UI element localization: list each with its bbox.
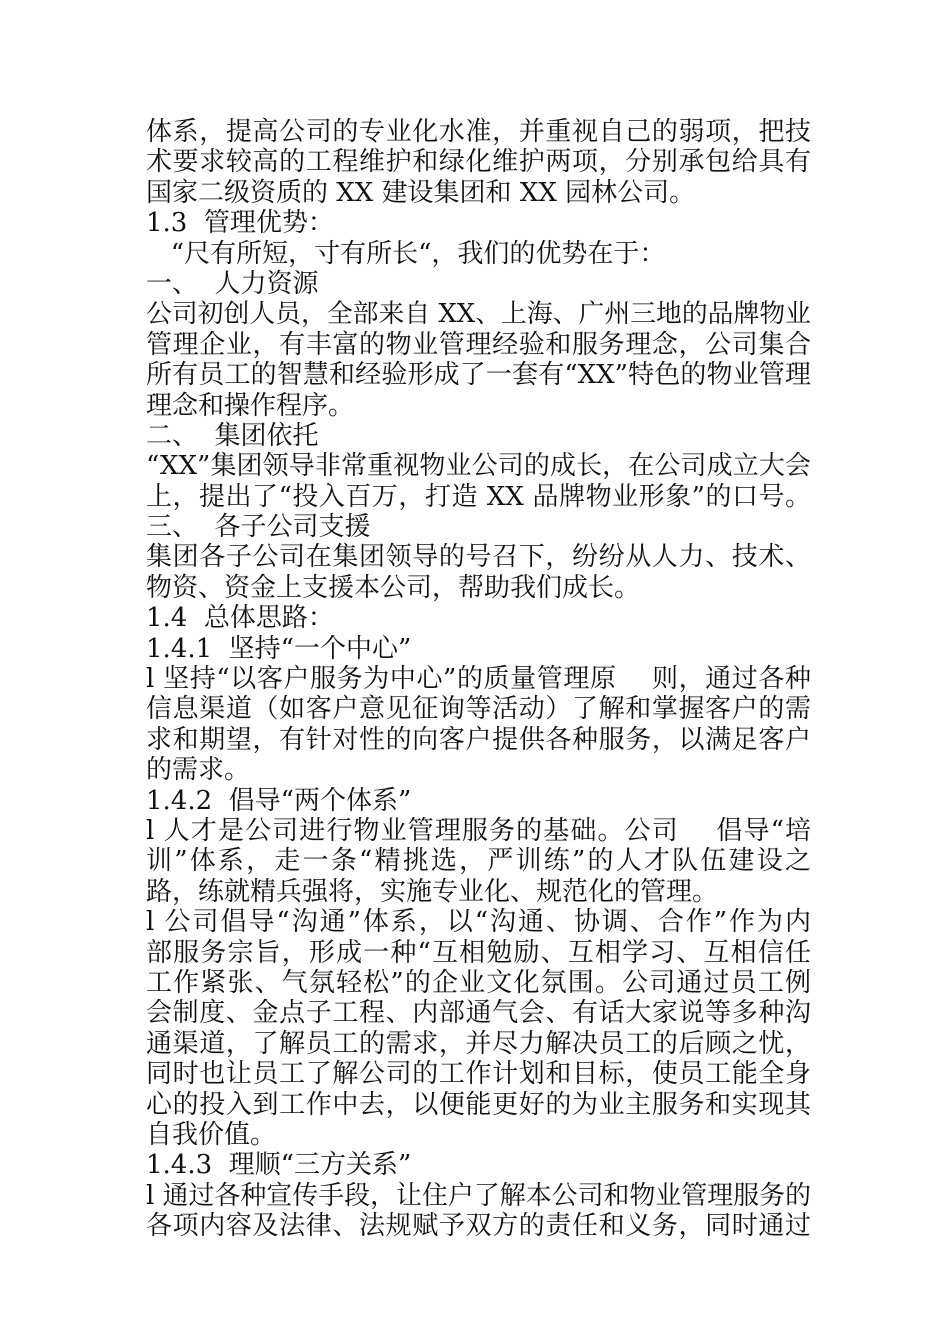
text-line: 术要求较高的工程维护和绿化维护两项，分别承包给具有: [146, 147, 811, 178]
text-line: 理念和操作程序。: [146, 390, 355, 421]
text-line: 所有员工的智慧和经验形成了一套有“XX”特色的物业管理: [146, 360, 811, 391]
text-line: l 通过各种宣传手段，让住户了解本公司和物业管理服务的: [146, 1180, 811, 1211]
text-line: l 公司倡导“沟通”体系，以“沟通、协调、合作”作为内: [146, 907, 811, 938]
text-line: 的需求。: [146, 755, 251, 786]
text-line: 体系，提高公司的专业化水准，并重视自己的弱项，把技: [146, 117, 811, 147]
text-line: 自我价值。: [146, 1119, 277, 1150]
text-line: 工作紧张、气氛轻松”的企业文化氛围。公司通过员工例: [146, 967, 811, 998]
text-line: 国家二级资质的 XX 建设集团和 XX 园林公司。: [146, 177, 696, 208]
text-line: 路，练就精兵强将，实施专业化、规范化的管理。: [146, 876, 719, 907]
text-line: “尺有所短，寸有所长“，我们的优势在于：: [146, 238, 666, 269]
text-line: 物资、资金上支援本公司，帮助我们成长。: [146, 572, 641, 603]
subsection-heading: 三、 各子公司支援: [146, 512, 371, 543]
text-line: 求和期望，有针对性的向客户提供各种服务，以满足客户: [146, 724, 811, 755]
text-line: 各项内容及法律、法规赋予双方的责任和义务，同时通过: [146, 1211, 811, 1242]
text-line: 上，提出了“投入百万，打造 XX 品牌物业形象”的口号。: [146, 481, 811, 512]
document-body: [146, 117, 811, 1241]
subsection-heading: 二、 集团依托: [146, 420, 319, 451]
section-heading: 1.3 管理优势：: [146, 208, 334, 239]
text-line: l 人才是公司进行物业管理服务的基础。公司 倡导“培: [146, 815, 811, 846]
text-line: 管理企业，有丰富的物业管理经验和服务理念，公司集合: [146, 329, 811, 360]
section-heading: 1.4 总体思路：: [146, 603, 334, 634]
text-line: 心的投入到工作中去，以便能更好的为业主服务和实现其: [146, 1089, 811, 1120]
text-line: l 坚持“以客户服务为中心”的质量管理原 则，通过各种: [146, 664, 811, 695]
subsection-heading: 1.4.3 理顺“三方关系”: [146, 1150, 412, 1181]
text-line: 训”体系，走一条“精挑选，严训练”的人才队伍建设之: [146, 846, 811, 877]
subsection-heading: 1.4.1 坚持“一个中心”: [146, 633, 412, 664]
subsection-heading: 一、 人力资源: [146, 268, 319, 299]
text-line: 信息渠道（如客户意见征询等活动）了解和掌握客户的需: [146, 694, 811, 725]
text-line: “XX”集团领导非常重视物业公司的成长，在公司成立大会: [146, 451, 811, 482]
text-line: 集团各子公司在集团领导的号召下，纷纷从人力、技术、: [146, 542, 811, 573]
text-line: 部服务宗旨，形成一种“互相勉励、互相学习、互相信任: [146, 937, 811, 968]
text-line: 同时也让员工了解公司的工作计划和目标，使员工能全身: [146, 1059, 811, 1090]
text-line: 会制度、金点子工程、内部通气会、有话大家说等多种沟: [146, 998, 811, 1029]
text-line: 通渠道，了解员工的需求，并尽力解决员工的后顾之忧，: [146, 1028, 811, 1059]
subsection-heading: 1.4.2 倡导“两个体系”: [146, 785, 412, 816]
text-line: 公司初创人员，全部来自 XX、上海、广州三地的品牌物业: [146, 299, 811, 330]
